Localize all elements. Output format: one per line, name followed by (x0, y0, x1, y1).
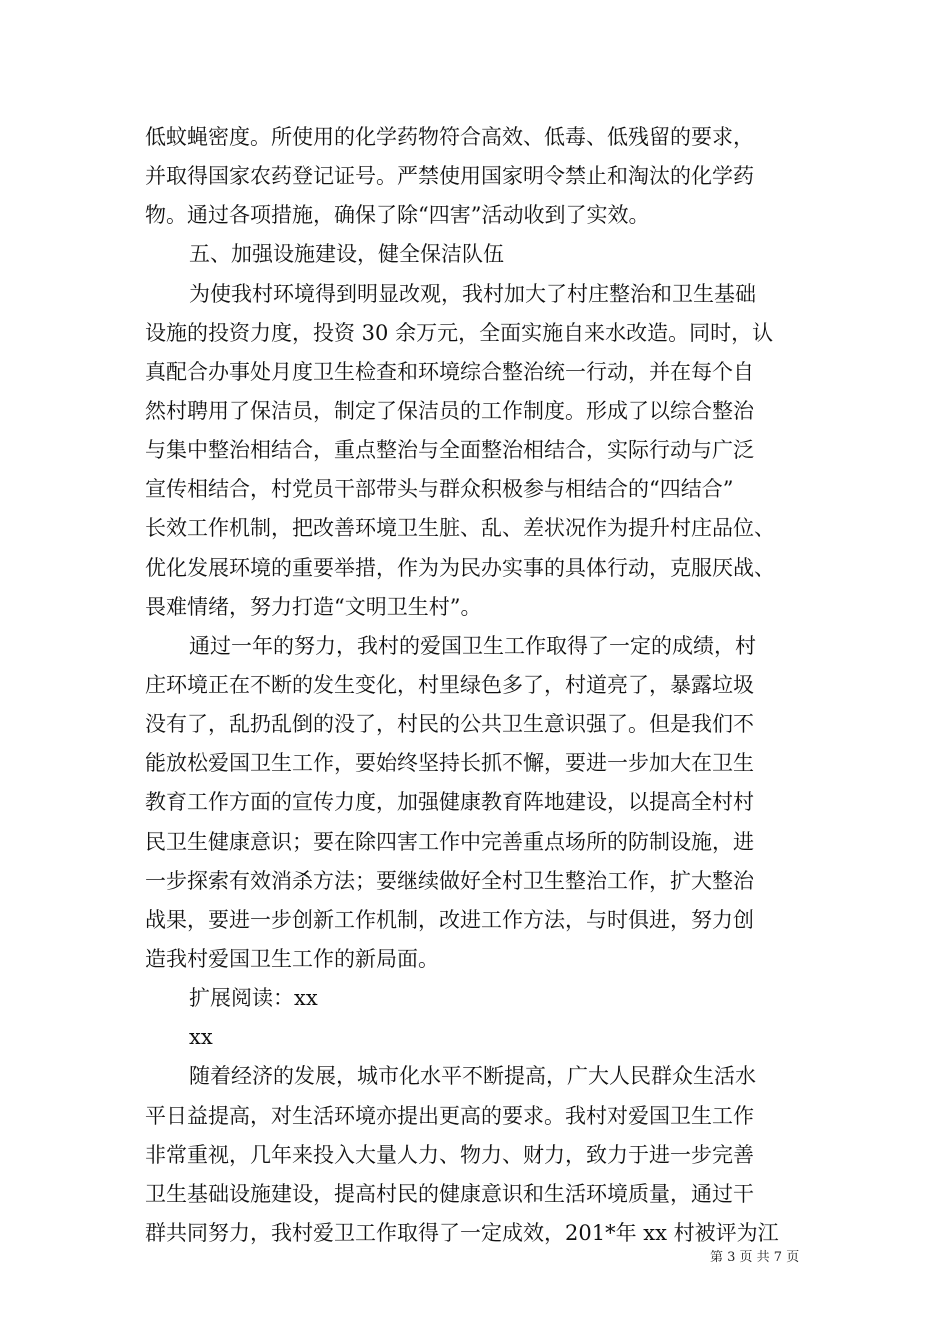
text-line: 平日益提高，对生活环境亦提出更高的要求。我村对爱国卫生工作 (145, 1103, 754, 1128)
text-line: 并取得国家农药登记证号。严禁使用国家明令禁止和淘汰的化学药 (145, 164, 754, 189)
extended-reading-label: 扩展阅读：xx (189, 986, 318, 1011)
text-line: 优化发展环境的重要举措，作为为民办实事的具体行动，克服厌战、 (145, 555, 775, 580)
text-line: 战果，要进一步创新工作机制，改进工作方法，与时俱进，努力创 (145, 907, 754, 932)
text-line: 物。通过各项措施，确保了除“四害”活动收到了实效。 (145, 203, 650, 228)
text-line: 然村聘用了保洁员，制定了保洁员的工作制度。形成了以综合整治 (145, 398, 754, 423)
text-line: xx (189, 1025, 213, 1050)
text-line: 宣传相结合，村党员干部带头与群众积极参与相结合的“四结合” (145, 477, 734, 502)
text-line: 民卫生健康意识；要在除四害工作中完善重点场所的防制设施，进 (145, 829, 754, 854)
page-number: 第 3 页 共 7 页 (710, 1250, 800, 1265)
text-line: 教育工作方面的宣传力度，加强健康教育阵地建设，以提高全村村 (145, 790, 754, 815)
text-line: 设施的投资力度，投资 30 余万元，全面实施自来水改造。同时，认 (145, 320, 774, 345)
text-line: 长效工作机制，把改善环境卫生脏、乱、差状况作为提升村庄品位、 (145, 516, 775, 541)
text-line: 通过一年的努力，我村的爱国卫生工作取得了一定的成绩，村 (189, 633, 756, 658)
text-line: 畏难情绪，努力打造“文明卫生村”。 (145, 594, 482, 619)
text-line: 没有了，乱扔乱倒的没了，村民的公共卫生意识强了。但是我们不 (145, 712, 754, 737)
text-line: 低蚊蝇密度。所使用的化学药物符合高效、低毒、低残留的要求， (145, 125, 754, 149)
text-line: 与集中整治相结合，重点整治与全面整治相结合，实际行动与广泛 (145, 438, 754, 463)
text-line: 随着经济的发展，城市化水平不断提高，广大人民群众生活水 (189, 1064, 756, 1089)
section-heading: 五、加强设施建设，健全保洁队伍 (189, 242, 504, 267)
text-line: 为使我村环境得到明显改观，我村加大了村庄整治和卫生基础 (189, 281, 756, 306)
text-line: 卫生基础设施建设，提高村民的健康意识和生活环境质量，通过干 (145, 1181, 754, 1206)
text-line: 群共同努力，我村爱卫工作取得了一定成效，201*年 xx 村被评为江 (145, 1220, 779, 1245)
text-line: 能放松爱国卫生工作，要始终坚持长抓不懈，要进一步加大在卫生 (145, 751, 754, 776)
text-line: 非常重视，几年来投入大量人力、物力、财力，致力于进一步完善 (145, 1142, 754, 1167)
text-line: 造我村爱国卫生工作的新局面。 (145, 946, 439, 971)
body-text (145, 118, 825, 1253)
text-line: 真配合办事处月度卫生检查和环境综合整治统一行动，并在每个自 (145, 359, 754, 384)
text-line: 一步探索有效消杀方法；要继续做好全村卫生整治工作，扩大整治 (145, 868, 754, 893)
text-line: 庄环境正在不断的发生变化，村里绿色多了，村道亮了，暴露垃圾 (145, 672, 754, 697)
